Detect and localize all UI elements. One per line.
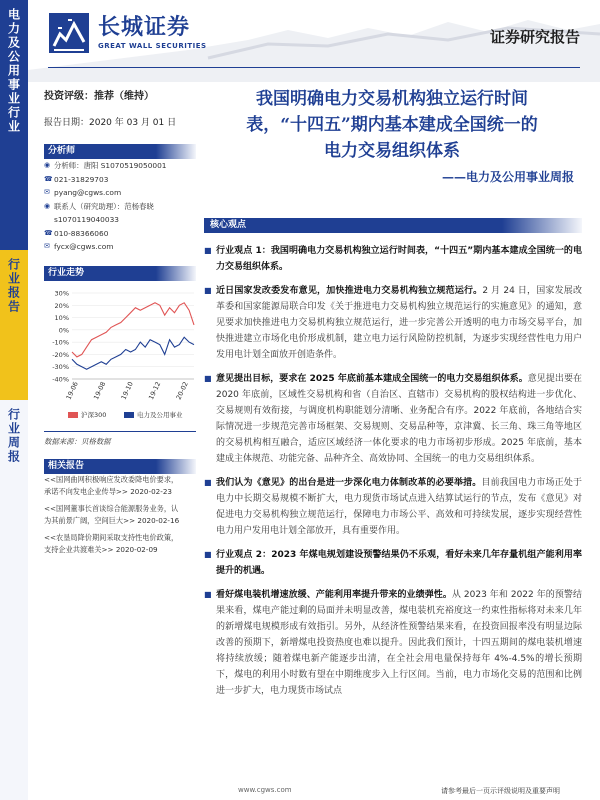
related-report-line[interactable]: 为其前景广阔，空间巨大>> 2020-02-16 <box>44 516 180 525</box>
legend-swatch-1 <box>68 412 78 418</box>
y-tick-label: -40% <box>52 375 69 383</box>
square-bullet-icon: ■ <box>204 246 212 255</box>
related-report-line[interactable]: 承诺不向发电企业传导>> 2020-02-23 <box>44 487 172 496</box>
mail-icon: ✉ <box>44 242 50 250</box>
square-bullet-icon: ■ <box>204 478 212 487</box>
analyst-line: ☎ 010-88366060 <box>44 227 196 241</box>
square-bullet-icon: ■ <box>204 550 212 559</box>
header-divider <box>48 67 580 68</box>
core-section-head: 核心观点 <box>204 218 582 233</box>
core-views <box>204 218 582 699</box>
y-tick-label: 20% <box>54 301 69 310</box>
page-header <box>28 0 600 82</box>
person-icon: ◉ <box>44 161 51 169</box>
square-bullet-icon: ■ <box>204 590 212 599</box>
y-tick-label: 30% <box>54 289 69 297</box>
trend-chart <box>44 287 196 427</box>
report-title-line-3: 电力交易组织体系 <box>324 141 460 161</box>
related-report-line[interactable]: <<国网曲网积极响应发改委降电价要求， <box>44 474 179 484</box>
report-date: 报告日期：2020 年 03 月 01 日 <box>44 118 177 128</box>
left-column <box>44 88 196 557</box>
investment-rating: 投资评级：推荐（维持） <box>44 91 154 102</box>
chart-divider <box>44 431 196 432</box>
legend-swatch-2 <box>124 412 134 418</box>
side-industry: 电力及公用事业行业 <box>0 0 28 250</box>
core-paragraph: ■ 看好煤电装机增速放缓、产能利用率提升带来的业绩弹性。从 2023 年和 2022 年的预警结果来看，煤电产能过剩的局面并未明显改善，煤电装机充裕度这一约束性指标将对未来几年的新增煤电规模形成有效指引。另外，从经济性预警结果来看，在投资回报率没有明显边际改善的预期下，新增煤电投资热度也难以提升。因此我们预计，十四五期间的煤电装机增速将持续放缓；随着煤电新产能逐步出清，在全社会用电量保持每年 4%-4.5%的增长预期下，煤电的利用小时数有望在中期维度步入上行区间。当前，电力市场化交易的范围和比例进一步扩大，电力现货市场试点 <box>204 587 582 699</box>
report-title-area <box>210 86 574 185</box>
trend-chart-svg <box>44 287 196 427</box>
related-report-line[interactable]: 支持企业共渡难关>> 2020-02-09 <box>44 545 158 554</box>
y-tick-label: 0% <box>58 325 69 334</box>
person-icon: ◉ <box>44 201 51 210</box>
analyst-line: ✉ pyang@cgws.com <box>44 186 196 200</box>
y-tick-label: 10% <box>54 313 69 322</box>
side-strip <box>0 0 28 800</box>
report-subtitle: ——电力及公用事业周报 <box>441 170 574 184</box>
x-tick-label: 20-02 <box>174 379 190 401</box>
x-tick-label: 19-06 <box>64 379 80 401</box>
side-report-kind: 行业报告 <box>0 250 28 400</box>
legend-label-2: 电力及公用事业 <box>137 410 183 419</box>
trend-section-head: 行业走势 <box>44 266 196 281</box>
phone-icon: ☎ <box>44 228 53 237</box>
related-report-line[interactable]: <<农垦局降价期间采取支持性电价政策， <box>44 532 179 542</box>
footer-url[interactable]: www.cgws.com <box>238 786 292 794</box>
core-paragraph: ■ 行业观点 1：我国明确电力交易机构独立运行时间表，“十四五”期内基本建成全国统一的电力交易组织体系。 <box>204 243 582 275</box>
analyst-info <box>44 159 196 254</box>
core-paragraph: ■ 意见提出目标，要求在 2025 年底前基本建成全国统一的电力交易组织体系。意见提出要在 2020 年底前，区域性交易机构和省（自治区、直辖市）交易机构的股权结构进一步优化、交易规则有效衔接，与调度机构职能划分清晰、业务配合有序。2022 年底前，各地结合实际情况进一步规范完善市场框架、交易规则、交易品种等，京津冀、长三角、珠三角等地区的交易机构相互融合，适应区域经济一体化要求的电力市场初步形成。2025 年底前，基本建成主体规范、功能完备、品种齐全、高效协同、全国统一的电力交易组织体系。 <box>204 371 582 467</box>
footer-note: 请参考最后一页示评级说明及重要声明 <box>441 787 560 795</box>
analyst-section-head: 分析师 <box>44 144 196 159</box>
page-footer <box>28 782 600 800</box>
related-report-line[interactable]: <<国网董事长首谈综合能源服务业务，认 <box>44 503 179 513</box>
phone-icon: ☎ <box>44 174 53 183</box>
analyst-line: ◉ 联系人（研究助理）：范杨春晓 <box>44 200 196 214</box>
y-tick-label: -20% <box>52 350 69 359</box>
logo-cn: 长城证券 <box>98 15 191 40</box>
x-tick-label: 19-10 <box>119 379 135 401</box>
report-title-line-1: 我国明确电力交易机构独立运行时间 <box>256 89 528 109</box>
y-tick-label: -10% <box>52 338 69 347</box>
core-paragraph: ■ 我们认为《意见》的出台是进一步深化电力体制改革的必要举措。目前我国电力市场正处于电力中长期交易规模不断扩大，电力现货市场试点进入结算试运行的节点，发布《意见》对促进电力交易机构独立规范运行，保障电力市场公平、高效和可持续发展，逐步实现经营性电力用户发用电计划全部放开，具有重要作用。 <box>204 475 582 539</box>
x-tick-label: 19-12 <box>147 379 163 401</box>
report-type: 证券研究报告 <box>489 28 580 46</box>
related-reports <box>44 474 196 557</box>
related-section-head: 相关报告 <box>44 459 196 474</box>
core-paragraph: ■ 行业观点 2：2023 年煤电规划建设预警结果仍不乐观，看好未来几年存量机组产能利用率提升的机遇。 <box>204 547 582 579</box>
core-paragraph: ■ 近日国家发改委发布意见，加快推进电力交易机构独立规范运行。2 月 24 日，国家发展改革委和国家能源局联合印发《关于推进电力交易机构独立规范运行的实施意见》的通知，意见要求加快推进电力交易机构独立规范运行，进一步完善公开透明的电力市场交易平台，加快推进建立市场化电价形成机制，建立电力运行风险防控机制，为逐步实现经营性电力用户发用电计划全面放开创造条件。 <box>204 283 582 363</box>
analyst-line: ☎ 021-31829703 <box>44 173 196 187</box>
analyst-line: ◉ 分析师：唐阳 S1070519050001 <box>44 159 196 173</box>
logo-en: GREAT WALL SECURITIES <box>98 42 207 50</box>
logo-mark-icon <box>48 12 90 54</box>
analyst-line: s1070119040033 <box>54 215 119 224</box>
mail-icon: ✉ <box>44 188 50 196</box>
data-source: 数据来源：贝格数据 <box>44 436 111 446</box>
legend-label-1: 沪深300 <box>81 410 107 419</box>
square-bullet-icon: ■ <box>204 374 212 383</box>
side-report-sub: 行业周报 <box>0 400 28 800</box>
square-bullet-icon: ■ <box>204 286 212 295</box>
analyst-line: ✉ fycx@cgws.com <box>44 240 196 254</box>
report-title-line-2: 表，“十四五”期内基本建成全国统一的 <box>246 115 538 135</box>
y-tick-label: -30% <box>52 362 69 371</box>
x-tick-label: 19-08 <box>92 379 108 401</box>
company-logo <box>48 12 207 54</box>
